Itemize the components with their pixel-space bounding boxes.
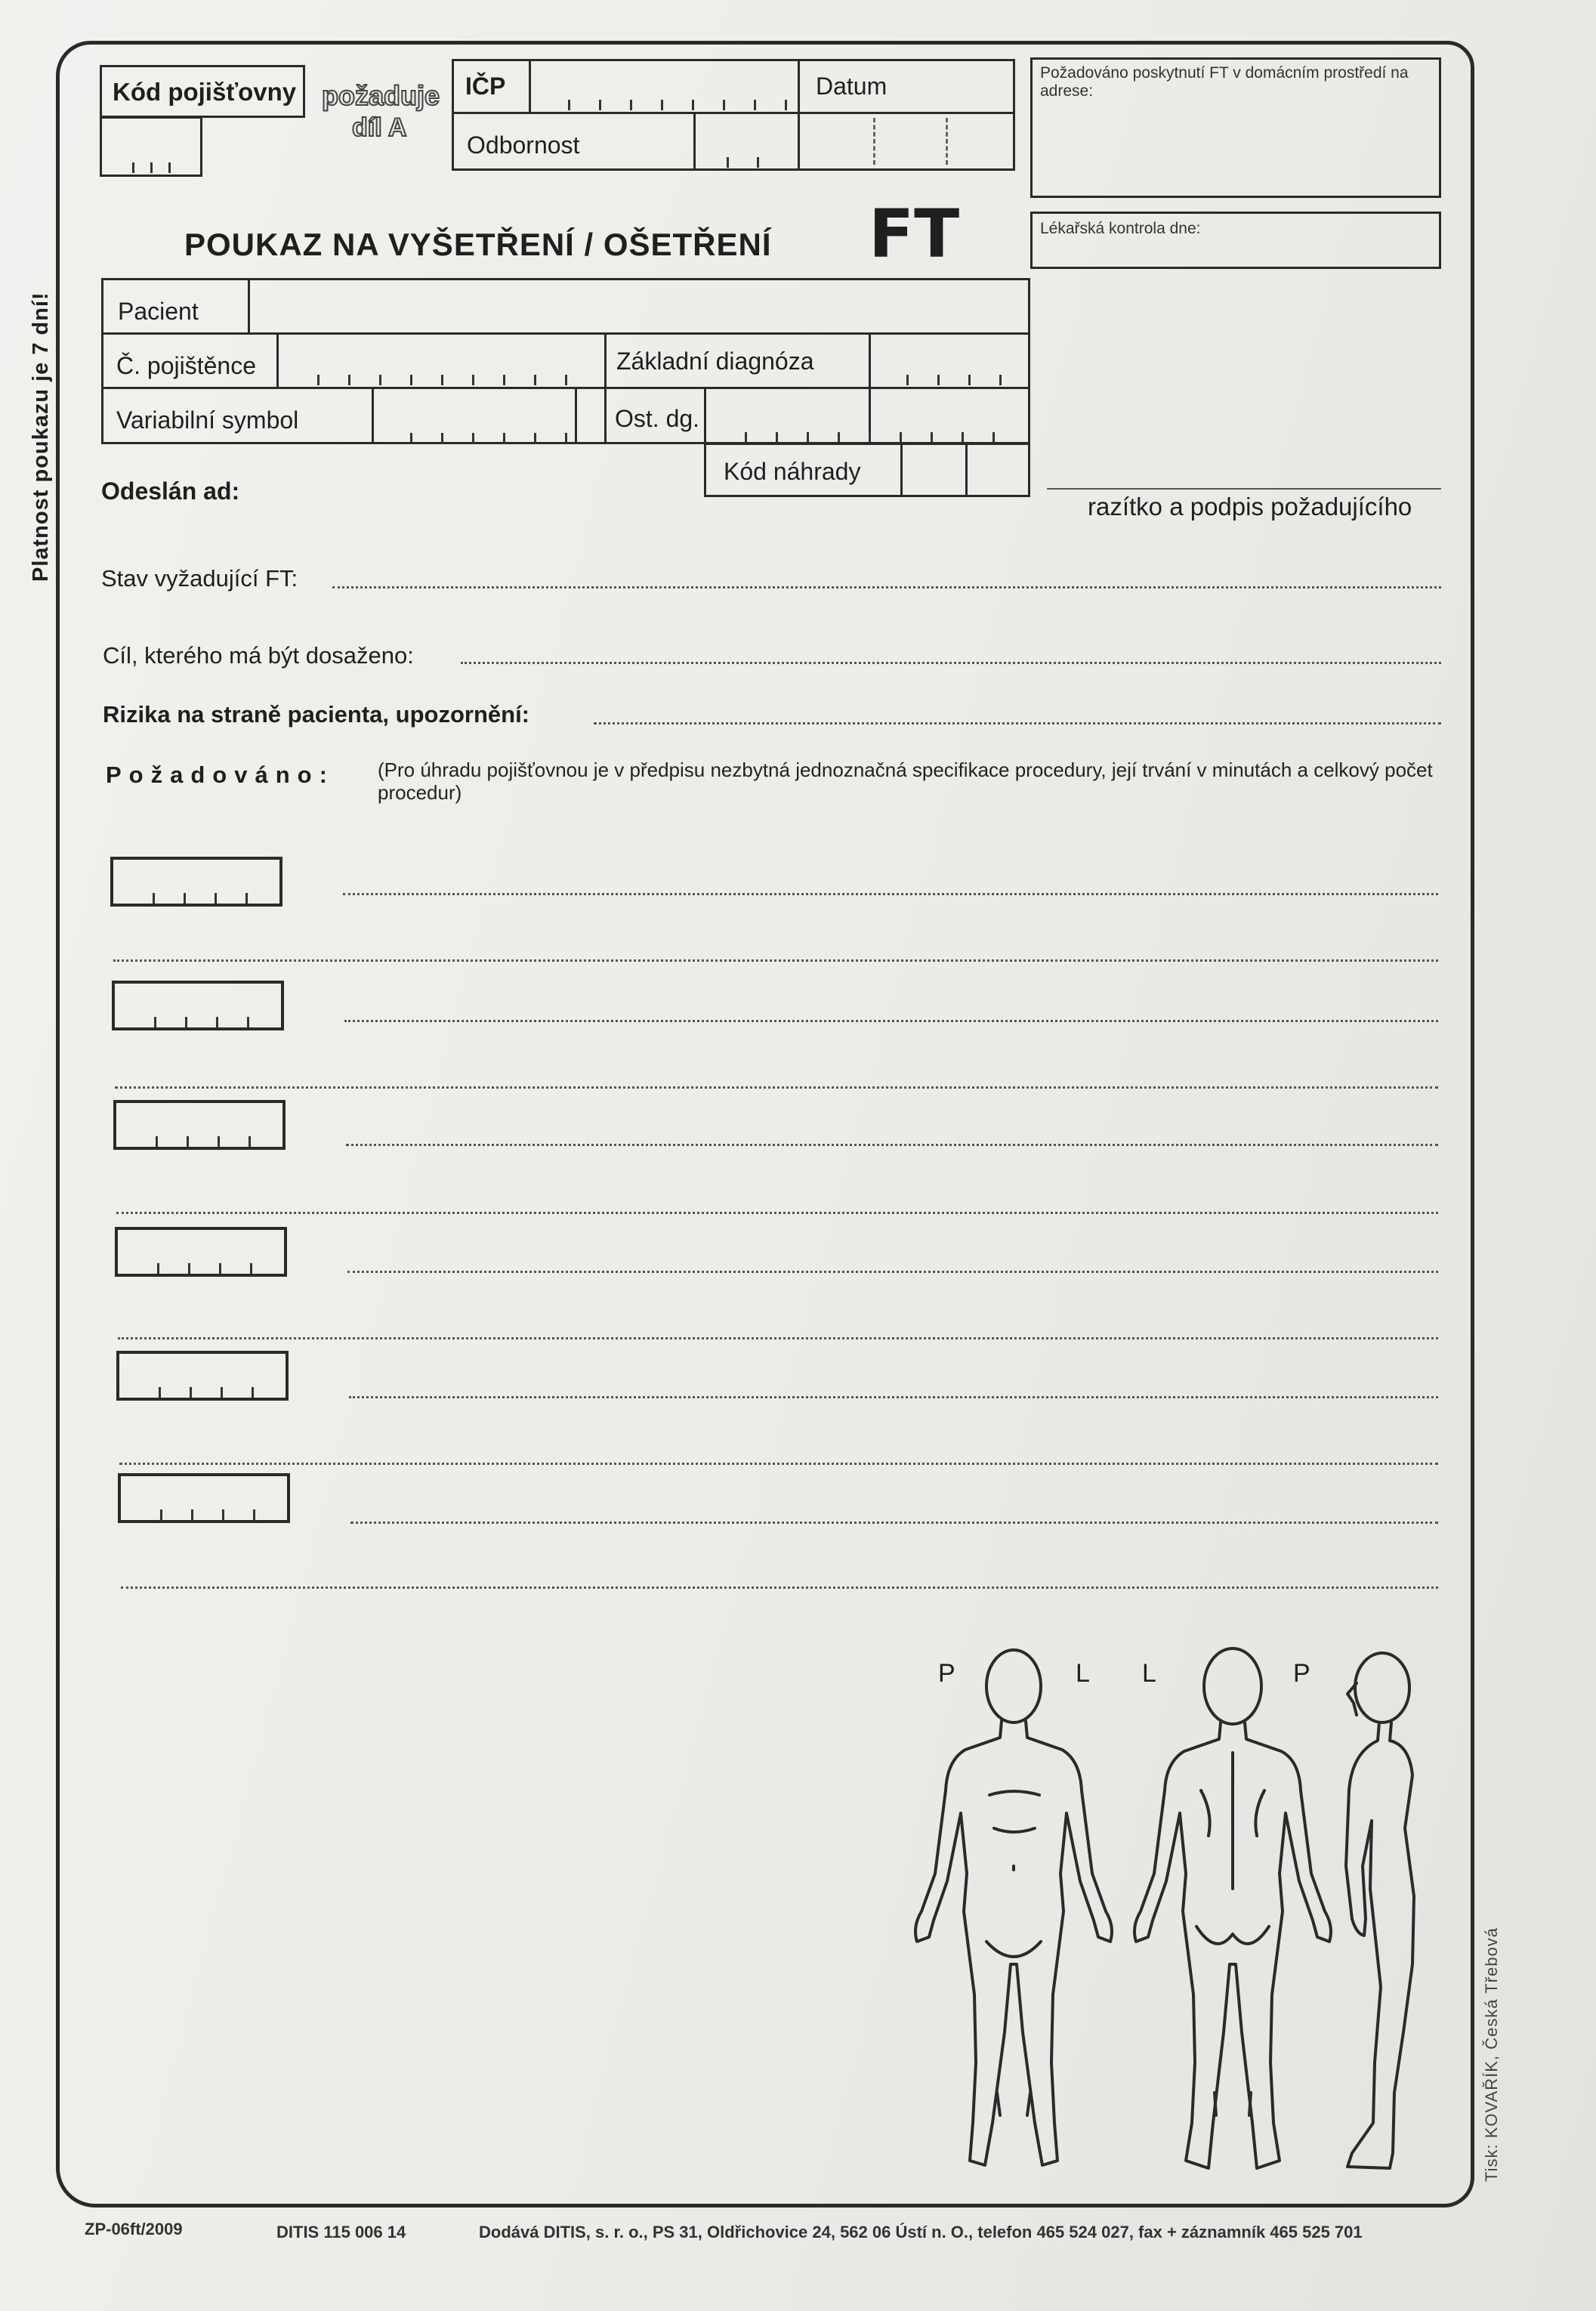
insurer-code-field[interactable] — [100, 116, 202, 177]
specialty-field[interactable] — [696, 113, 795, 169]
condition-field[interactable] — [332, 586, 1441, 589]
procedure-line-5a[interactable] — [349, 1396, 1438, 1398]
body-label-left-front: L — [1076, 1659, 1090, 1688]
requested-label: Požadováno: — [106, 762, 335, 788]
form-code: ZP-06ft/2009 — [85, 2220, 183, 2238]
procedure-line-3a[interactable] — [346, 1144, 1438, 1146]
icp-field[interactable] — [532, 60, 795, 110]
body-front-figure — [915, 1650, 1112, 2165]
stamp-signature-line[interactable] — [1047, 488, 1441, 490]
procedure-line-1a[interactable] — [343, 893, 1438, 895]
medical-check-box[interactable] — [1030, 212, 1441, 269]
goal-field[interactable] — [461, 662, 1441, 664]
body-label-right-front: P — [938, 1659, 955, 1688]
supplier-info: Dodává DITIS, s. r. o., PS 31, Oldřichovice 24, 562 06 Ústí n. O., telefon 465 524 027, fax + záznamník 465 525 701 — [479, 2223, 1363, 2241]
patient-label: Pacient — [118, 298, 199, 325]
procedure-code-box-1[interactable] — [110, 857, 282, 907]
medical-check-label: Lékařská kontrola dne: — [1040, 220, 1201, 237]
procedure-code-box-5[interactable] — [116, 1351, 289, 1401]
goal-label: Cíl, kterého má být dosaženo: — [103, 642, 414, 669]
procedure-code-box-2[interactable] — [112, 981, 284, 1030]
body-label-left-back: L — [1142, 1659, 1156, 1688]
main-diagnosis-field[interactable] — [872, 335, 1027, 385]
procedure-code-box-6[interactable] — [118, 1473, 290, 1523]
procedure-line-6a[interactable] — [350, 1522, 1438, 1524]
main-diagnosis-label: Základní diagnóza — [616, 348, 814, 375]
procedure-code-box-4[interactable] — [115, 1227, 287, 1277]
insurer-code-label-box — [100, 65, 305, 118]
form-title: POUKAZ NA VYŠETŘENÍ / OŠETŘENÍ — [184, 227, 772, 262]
ditis-code: DITIS 115 006 14 — [276, 2223, 406, 2241]
requests-label: požaduje — [322, 80, 440, 111]
ft-code: FT — [869, 195, 960, 273]
procedure-code-box-3[interactable] — [113, 1100, 286, 1150]
other-diagnosis-label: Ost. dg. — [615, 405, 700, 432]
procedure-line-4b[interactable] — [118, 1337, 1438, 1339]
part-a-label: díl A — [352, 113, 407, 142]
referred-label: Odeslán ad: — [101, 477, 240, 505]
body-diagram[interactable] — [891, 1639, 1450, 2198]
body-back-figure — [1134, 1648, 1331, 2168]
procedure-line-2b[interactable] — [115, 1086, 1438, 1089]
home-care-label: Požadováno poskytnutí FT v domácním prostředí na adrese: — [1040, 64, 1409, 100]
procedure-line-3b[interactable] — [116, 1212, 1438, 1214]
procedure-line-6b[interactable] — [121, 1586, 1438, 1589]
date-field[interactable] — [801, 113, 1014, 169]
procedure-line-4a[interactable] — [347, 1271, 1438, 1273]
requested-note: (Pro úhradu pojišťovnou je v předpisu nezbytná jednoznačná specifikace procedury, její trvání v minutách a celkový počet procedur) — [378, 758, 1433, 804]
procedure-line-1b[interactable] — [113, 959, 1438, 962]
risks-field[interactable] — [594, 722, 1441, 725]
validity-note: Platnost poukazu je 7 dní! — [29, 292, 53, 582]
procedure-line-2a[interactable] — [344, 1020, 1438, 1022]
icp-label: IČP — [465, 73, 506, 100]
condition-label: Stav vyžadující FT: — [101, 565, 298, 592]
specialty-label: Odbornost — [467, 131, 580, 159]
insurance-number-field[interactable] — [279, 335, 601, 385]
insurance-number-label: Č. pojištěnce — [116, 352, 256, 379]
patient-field[interactable] — [251, 281, 1027, 331]
date-label: Datum — [816, 73, 888, 100]
body-side-figure — [1346, 1653, 1414, 2168]
home-care-address-box[interactable] — [1030, 57, 1441, 198]
stamp-signature-label: razítko a podpis požadujícího — [1088, 493, 1412, 521]
body-label-right-back: P — [1293, 1659, 1310, 1688]
printer-credit: Tisk: KOVAŘÍK, Česká Třebová — [1482, 1927, 1501, 2182]
variable-symbol-field[interactable] — [372, 387, 577, 444]
variable-symbol-label: Variabilní symbol — [116, 406, 299, 434]
insurer-code-label: Kód pojišťovny — [113, 78, 297, 106]
reimbursement-code-label: Kód náhrady — [724, 458, 861, 485]
risks-label: Rizika na straně pacienta, upozornění: — [103, 701, 530, 728]
other-diagnosis-field[interactable] — [707, 390, 1027, 443]
procedure-line-5b[interactable] — [119, 1463, 1438, 1465]
reimbursement-code-field[interactable] — [903, 446, 1027, 494]
